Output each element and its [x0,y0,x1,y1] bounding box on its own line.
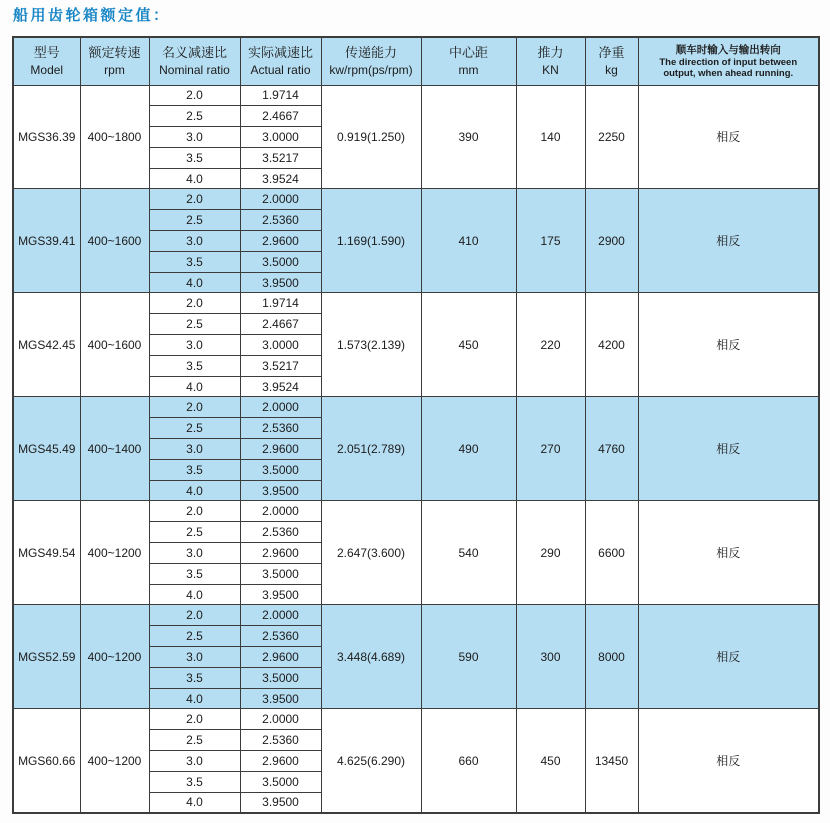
center-distance-cell: 540 [421,501,516,605]
nominal-ratio-cell: 3.0 [149,647,240,668]
nominal-ratio-cell: 3.5 [149,251,240,272]
capacity-cell: 1.573(2.139) [321,293,421,397]
header-model [13,37,80,85]
actual-ratio-cell: 2.0000 [240,605,321,626]
weight-cell: 2250 [585,85,638,189]
model-cell: MGS49.54 [13,501,80,605]
direction-cell: 相反 [638,501,819,605]
actual-ratio-cell: 2.4667 [240,314,321,335]
nominal-ratio-cell: 3.5 [149,771,240,792]
actual-ratio-cell: 2.5360 [240,730,321,751]
actual-ratio-cell: 2.9600 [240,647,321,668]
actual-ratio-cell: 3.5000 [240,563,321,584]
rpm-cell: 400~1200 [80,709,149,813]
nominal-ratio-cell: 4.0 [149,168,240,189]
model-cell: MGS39.41 [13,189,80,293]
center-distance-cell: 490 [421,397,516,501]
direction-cell: 相反 [638,189,819,293]
actual-ratio-cell: 3.5000 [240,667,321,688]
header-direction [638,37,819,85]
weight-cell: 6600 [585,501,638,605]
actual-ratio-cell: 3.9500 [240,272,321,293]
actual-ratio-cell: 2.9600 [240,751,321,772]
center-distance-cell: 390 [421,85,516,189]
actual-ratio-cell: 2.5360 [240,626,321,647]
nominal-ratio-cell: 2.5 [149,106,240,127]
nominal-ratio-cell: 3.5 [149,459,240,480]
direction-cell: 相反 [638,293,819,397]
weight-cell: 8000 [585,605,638,709]
actual-ratio-cell: 2.9600 [240,231,321,252]
nominal-ratio-cell: 2.5 [149,522,240,543]
actual-ratio-cell: 2.4667 [240,106,321,127]
actual-ratio-cell: 2.0000 [240,501,321,522]
table-row [13,397,819,418]
nominal-ratio-cell: 2.0 [149,85,240,106]
header-nominal-ratio-en: Nominal ratio [159,62,230,77]
nominal-ratio-cell: 3.5 [149,667,240,688]
rpm-cell: 400~1800 [80,85,149,189]
actual-ratio-cell: 2.5360 [240,210,321,231]
actual-ratio-cell: 3.5000 [240,251,321,272]
capacity-cell: 4.625(6.290) [321,709,421,813]
table-header [13,37,819,85]
weight-cell: 13450 [585,709,638,813]
nominal-ratio-cell: 3.5 [149,563,240,584]
gearbox-spec-table [12,36,820,814]
capacity-cell: 0.919(1.250) [321,85,421,189]
actual-ratio-cell: 3.9500 [240,584,321,605]
thrust-cell: 290 [516,501,585,605]
actual-ratio-cell: 3.9500 [240,480,321,501]
header-actual-ratio-zh: 实际减速比 [247,46,313,62]
header-model-en: Model [30,62,64,77]
table-row [13,501,819,522]
header-center-distance-en: mm [458,62,479,77]
header-weight [585,37,638,85]
header-thrust-zh: 推力 [537,46,564,62]
actual-ratio-cell: 3.9500 [240,792,321,813]
header-center-distance-zh: 中心距 [448,46,488,62]
actual-ratio-cell: 3.9500 [240,688,321,709]
header-capacity-zh: 传递能力 [344,46,397,62]
capacity-cell: 2.051(2.789) [321,397,421,501]
header-direction-en-line2: output, when ahead running. [663,68,794,80]
actual-ratio-cell: 3.5217 [240,355,321,376]
nominal-ratio-cell: 4.0 [149,376,240,397]
thrust-cell: 220 [516,293,585,397]
nominal-ratio-cell: 3.0 [149,231,240,252]
actual-ratio-cell: 1.9714 [240,293,321,314]
capacity-cell: 1.169(1.590) [321,189,421,293]
actual-ratio-cell: 2.0000 [240,189,321,210]
nominal-ratio-cell: 4.0 [149,272,240,293]
actual-ratio-cell: 3.0000 [240,127,321,148]
header-actual-ratio-en: Actual ratio [250,62,311,77]
nominal-ratio-cell: 4.0 [149,480,240,501]
weight-cell: 4200 [585,293,638,397]
actual-ratio-cell: 3.0000 [240,335,321,356]
model-cell: MGS52.59 [13,605,80,709]
thrust-cell: 175 [516,189,585,293]
header-weight-zh: 净重 [598,46,625,62]
actual-ratio-cell: 2.5360 [240,522,321,543]
nominal-ratio-cell: 4.0 [149,688,240,709]
rpm-cell: 400~1400 [80,397,149,501]
nominal-ratio-cell: 2.0 [149,709,240,730]
table-body [13,85,819,813]
header-weight-en: kg [605,62,618,77]
model-cell: MGS60.66 [13,709,80,813]
center-distance-cell: 660 [421,709,516,813]
header-row [13,37,819,85]
model-cell: MGS36.39 [13,85,80,189]
table-row [13,85,819,106]
header-direction-en-line1: The direction of input between [659,56,798,68]
capacity-cell: 2.647(3.600) [321,501,421,605]
nominal-ratio-cell: 3.0 [149,751,240,772]
header-thrust-en: KN [542,62,559,77]
rpm-cell: 400~1200 [80,501,149,605]
direction-cell: 相反 [638,397,819,501]
actual-ratio-cell: 2.9600 [240,543,321,564]
direction-cell: 相反 [638,709,819,813]
nominal-ratio-cell: 3.5 [149,355,240,376]
nominal-ratio-cell: 2.5 [149,418,240,439]
header-thrust [516,37,585,85]
weight-cell: 4760 [585,397,638,501]
actual-ratio-cell: 2.5360 [240,418,321,439]
nominal-ratio-cell: 2.0 [149,501,240,522]
actual-ratio-cell: 3.5000 [240,459,321,480]
header-actual-ratio [240,37,321,85]
header-direction-zh: 顺车时输入与输出转向 [675,43,781,56]
rpm-cell: 400~1600 [80,293,149,397]
table-row [13,189,819,210]
header-rpm-zh: 额定转速 [88,46,141,62]
page-title: 船用齿轮箱额定值： [13,6,171,24]
thrust-cell: 270 [516,397,585,501]
actual-ratio-cell: 2.0000 [240,397,321,418]
nominal-ratio-cell: 3.0 [149,439,240,460]
center-distance-cell: 590 [421,605,516,709]
capacity-cell: 3.448(4.689) [321,605,421,709]
direction-cell: 相反 [638,605,819,709]
nominal-ratio-cell: 2.5 [149,730,240,751]
nominal-ratio-cell: 3.5 [149,147,240,168]
nominal-ratio-cell: 4.0 [149,584,240,605]
header-center-distance [421,37,516,85]
table-row [13,709,819,730]
header-model-zh: 型号 [33,46,60,62]
weight-cell: 2900 [585,189,638,293]
thrust-cell: 300 [516,605,585,709]
actual-ratio-cell: 2.9600 [240,439,321,460]
nominal-ratio-cell: 3.0 [149,543,240,564]
actual-ratio-cell: 3.9524 [240,376,321,397]
nominal-ratio-cell: 2.0 [149,189,240,210]
table-row [13,293,819,314]
model-cell: MGS42.45 [13,293,80,397]
header-nominal-ratio [149,37,240,85]
center-distance-cell: 450 [421,293,516,397]
header-rpm-en: rpm [104,62,125,77]
actual-ratio-cell: 1.9714 [240,85,321,106]
thrust-cell: 140 [516,85,585,189]
model-cell: MGS45.49 [13,397,80,501]
nominal-ratio-cell: 2.0 [149,605,240,626]
header-capacity [321,37,421,85]
rpm-cell: 400~1200 [80,605,149,709]
table-row [13,605,819,626]
nominal-ratio-cell: 4.0 [149,792,240,813]
center-distance-cell: 410 [421,189,516,293]
nominal-ratio-cell: 3.0 [149,127,240,148]
nominal-ratio-cell: 2.0 [149,293,240,314]
actual-ratio-cell: 2.0000 [240,709,321,730]
actual-ratio-cell: 3.5000 [240,771,321,792]
nominal-ratio-cell: 2.5 [149,626,240,647]
rpm-cell: 400~1600 [80,189,149,293]
thrust-cell: 450 [516,709,585,813]
actual-ratio-cell: 3.5217 [240,147,321,168]
actual-ratio-cell: 3.9524 [240,168,321,189]
nominal-ratio-cell: 2.0 [149,397,240,418]
nominal-ratio-cell: 2.5 [149,314,240,335]
header-capacity-en: kw/rpm(ps/rpm) [329,62,413,77]
nominal-ratio-cell: 2.5 [149,210,240,231]
header-rpm [80,37,149,85]
header-nominal-ratio-zh: 名义减速比 [161,46,227,62]
direction-cell: 相反 [638,85,819,189]
nominal-ratio-cell: 3.0 [149,335,240,356]
